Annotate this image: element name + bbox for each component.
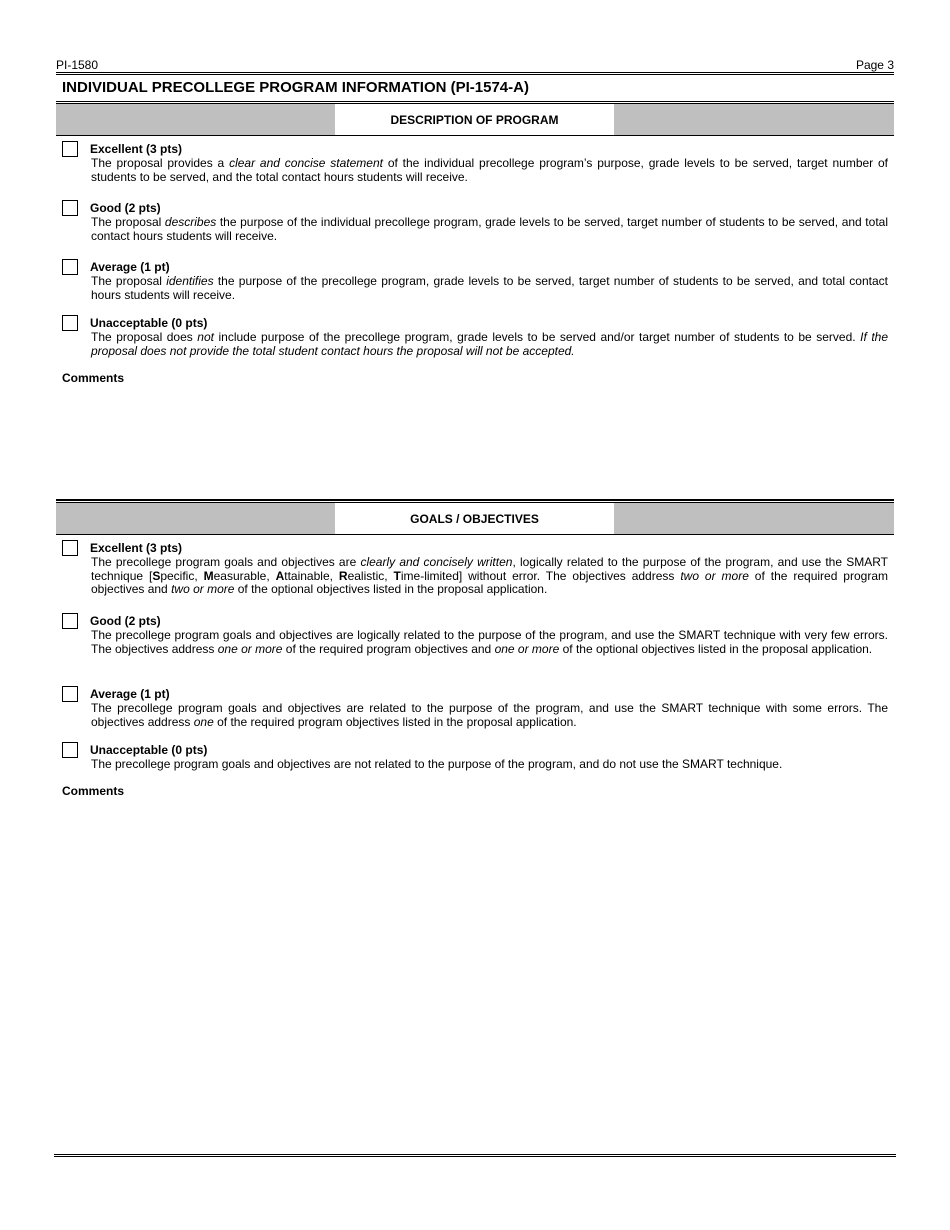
form-number: PI-1580: [56, 58, 99, 72]
checkbox-good[interactable]: [62, 613, 78, 629]
option-description: The precollege program goals and objectives are clearly and concisely written, logically related to the purpose of the program, and use the SMART technique [Specific, Measurable, Attainable, Realistic, Time-limited] without error. The objectives address two or more of the required program objectives and two or more of the optional objectives listed in the proposal application.: [91, 555, 888, 596]
comments-label: Comments: [62, 371, 125, 385]
option-label: Good (2 pts): [90, 614, 161, 628]
option-description: The proposal describes the purpose of the individual precollege program, grade levels to be served, target number of students to be served, and total contact hours students will receive.: [91, 215, 888, 243]
footer-rule: [54, 1154, 896, 1157]
section-heading: DESCRIPTION OF PROGRAM: [335, 104, 614, 135]
checkbox-excellent[interactable]: [62, 540, 78, 556]
checkbox-unacceptable[interactable]: [62, 315, 78, 331]
checkbox-excellent[interactable]: [62, 141, 78, 157]
section-header-description: [56, 104, 894, 136]
page-header: [56, 58, 894, 72]
option-label: Average (1 pt): [90, 260, 170, 274]
option-description: The precollege program goals and objectives are logically related to the purpose of the program, and use the SMART technique with very few errors. The objectives address one or more of the required program objectives and one or more of the optional objectives listed in the proposal application.: [91, 628, 888, 656]
page-title: INDIVIDUAL PRECOLLEGE PROGRAM INFORMATION (PI-1574-A): [62, 79, 529, 96]
option-description: The proposal does not include purpose of the precollege program, grade levels to be served and/or target number of students to be served. If the proposal does not provide the total student contact hours the proposal will not be accepted.: [91, 330, 888, 358]
option-description: The precollege program goals and objectives are related to the purpose of the program, and use the SMART technique with some errors. The objectives address one of the required program objectives listed in the proposal application.: [91, 701, 888, 729]
option-description: The proposal identifies the purpose of the precollege program, grade levels to be served, target number of students to be served, and total contact hours students will receive.: [91, 274, 888, 302]
option-description: The precollege program goals and objectives are not related to the purpose of the program, and do not use the SMART technique.: [91, 757, 783, 771]
checkbox-average[interactable]: [62, 259, 78, 275]
page-number: Page 3: [855, 58, 894, 72]
option-description: The proposal provides a clear and concise statement of the individual precollege program’s purpose, grade levels to be served, target number of students to be served, and the total contact hours students will receive.: [91, 156, 889, 184]
option-label: Good (2 pts): [90, 201, 161, 215]
section-heading: GOALS / OBJECTIVES: [335, 503, 614, 534]
option-label: Average (1 pt): [90, 687, 170, 701]
checkbox-good[interactable]: [62, 200, 78, 216]
section-header-goals: [56, 503, 894, 535]
option-label: Excellent (3 pts): [90, 541, 183, 555]
header-rule: [56, 72, 894, 75]
option-label: Unacceptable (0 pts): [90, 743, 208, 757]
checkbox-unacceptable[interactable]: [62, 742, 78, 758]
checkbox-average[interactable]: [62, 686, 78, 702]
option-label: Unacceptable (0 pts): [90, 316, 208, 330]
option-label: Excellent (3 pts): [90, 142, 183, 156]
comments-label: Comments: [62, 784, 125, 798]
